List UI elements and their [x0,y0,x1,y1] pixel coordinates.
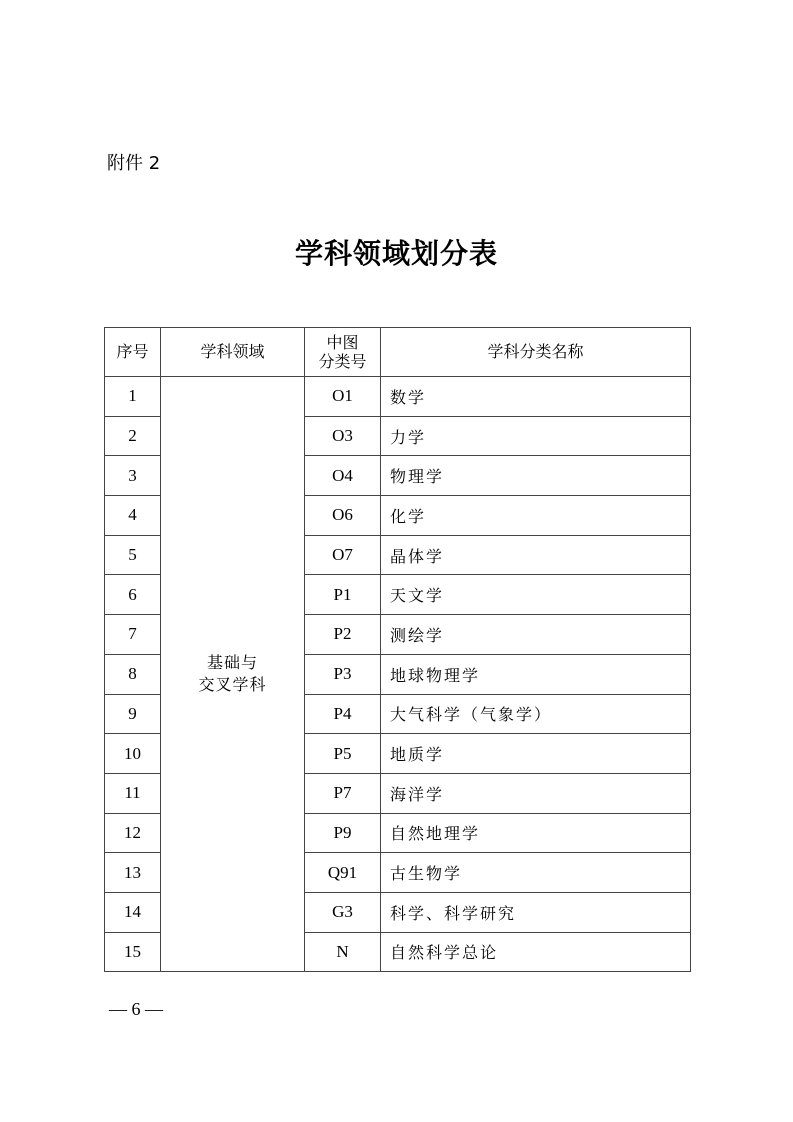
discipline-name: 化学 [381,496,691,536]
attachment-label: 附件 2 [107,153,161,174]
row-number: 9 [105,694,161,734]
domain-line2: 交叉学科 [198,675,267,695]
discipline-name: 晶体学 [381,535,691,575]
header-code-line1: 中图 [326,332,359,352]
header-code-line2: 分类号 [318,352,367,371]
row-number: 8 [105,654,161,694]
classification-code: P2 [305,615,381,655]
row-number: 14 [105,892,161,932]
table-header-row [105,328,691,377]
classification-code: P3 [305,654,381,694]
discipline-name: 自然地理学 [381,813,691,853]
row-number: 11 [105,773,161,813]
header-code [305,328,381,377]
discipline-name: 自然科学总论 [381,932,691,972]
row-number: 5 [105,535,161,575]
discipline-name: 地球物理学 [381,654,691,694]
discipline-name: 地质学 [381,734,691,774]
row-number: 6 [105,575,161,615]
table-body [105,377,691,972]
discipline-name: 海洋学 [381,773,691,813]
row-number: 15 [105,932,161,972]
header-no: 序号 [105,328,161,377]
discipline-name: 物理学 [381,456,691,496]
classification-code: P9 [305,813,381,853]
discipline-name: 力学 [381,416,691,456]
discipline-name: 数学 [381,377,691,417]
table-row [105,377,691,417]
domain-cell [161,377,305,972]
discipline-name: 古生物学 [381,853,691,893]
row-number: 4 [105,496,161,536]
classification-code: P4 [305,694,381,734]
row-number: 2 [105,416,161,456]
page-number: — 6 — [109,999,163,1019]
row-number: 12 [105,813,161,853]
discipline-name: 测绘学 [381,615,691,655]
row-number: 10 [105,734,161,774]
classification-code: G3 [305,892,381,932]
classification-code: P7 [305,773,381,813]
classification-code: O4 [305,456,381,496]
classification-code: O6 [305,496,381,536]
row-number: 7 [105,615,161,655]
row-number: 13 [105,853,161,893]
domain-line1: 基础与 [206,652,258,672]
header-domain: 学科领域 [161,328,305,377]
row-number: 1 [105,377,161,417]
classification-code: O7 [305,535,381,575]
discipline-name: 科学、科学研究 [381,892,691,932]
classification-code: O3 [305,416,381,456]
discipline-name: 天文学 [381,575,691,615]
header-name: 学科分类名称 [381,328,691,377]
classification-code: P1 [305,575,381,615]
discipline-table [104,327,691,972]
classification-code: N [305,932,381,972]
classification-code: Q91 [305,853,381,893]
discipline-name: 大气科学（气象学） [381,694,691,734]
document-title: 学科领域划分表 [294,237,498,270]
classification-code: O1 [305,377,381,417]
classification-code: P5 [305,734,381,774]
row-number: 3 [105,456,161,496]
